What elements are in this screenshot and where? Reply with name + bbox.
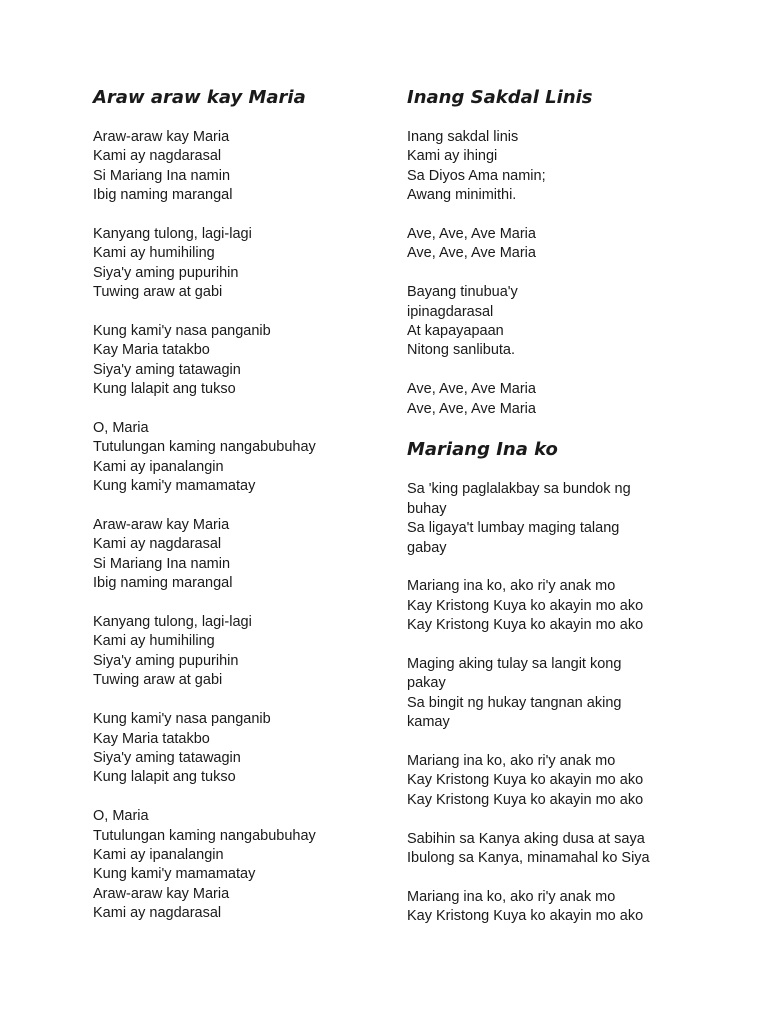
lyric-line: Sa bingit ng hukay tangnan aking [407, 694, 622, 711]
lyric-line: O, Maria [93, 420, 149, 437]
lyric-stanza [93, 516, 383, 594]
lyric-line: Kay Maria tatakbo [93, 730, 210, 747]
lyric-line: Kami ay nagdarasal [93, 148, 222, 165]
lyric-stanza [407, 655, 697, 733]
lyric-stanza [407, 128, 697, 206]
lyric-line: ipinagdarasal [407, 303, 494, 320]
lyric-line: Tutulungan kaming nangabubuhay [93, 439, 316, 456]
right-column [407, 86, 697, 946]
song-title: Mariang Ina ko [407, 439, 558, 461]
lyric-line: Ave, Ave, Ave Maria [407, 381, 536, 398]
lyric-line: Kung kami'y mamamatay [93, 478, 256, 495]
lyric-line: Siya'y aming tatawagin [93, 749, 241, 766]
lyric-stanza [407, 283, 697, 361]
lyric-line: pakay [407, 675, 446, 692]
lyric-stanza [93, 419, 383, 497]
lyric-stanza [93, 710, 383, 788]
lyric-line: Kung kami'y nasa panganib [93, 711, 271, 728]
lyric-line: Tutulungan kaming nangabubuhay [93, 827, 316, 844]
lyric-line: Kay Kristong Kuya ko akayin mo ako [407, 908, 644, 925]
lyric-line: Bayang tinubua'y [407, 284, 518, 301]
lyric-stanza [407, 830, 697, 869]
lyric-stanza [93, 613, 383, 691]
lyric-line: Tuwing araw at gabi [93, 284, 223, 301]
lyric-stanza [407, 225, 697, 264]
lyric-line: Ibig naming marangal [93, 575, 233, 592]
lyric-line: Siya'y aming pupurihin [93, 652, 239, 669]
lyric-line: Kanyang tulong, lagi-lagi [93, 226, 252, 243]
lyric-line: Si Mariang Ina namin [93, 167, 231, 184]
lyric-stanza [407, 888, 697, 927]
lyric-line: Kung lalapit ang tukso [93, 381, 236, 398]
lyric-line: Kung kami'y mamamatay [93, 866, 256, 883]
lyric-line: Nitong sanlibuta. [407, 342, 516, 359]
lyric-line: At kapayapaan [407, 323, 504, 340]
lyric-stanza [93, 322, 383, 400]
lyric-line: Inang sakdal linis [407, 129, 519, 145]
lyric-line: Ave, Ave, Ave Maria [407, 400, 536, 417]
lyric-line: Mariang ina ko, ako ri'y anak mo [407, 753, 616, 770]
lyric-stanza [93, 807, 383, 923]
lyric-line: Ibig naming marangal [93, 187, 233, 204]
lyric-line: Awang minimithi. [407, 187, 517, 204]
lyric-line: Kami ay ipanalangin [93, 846, 224, 863]
lyric-line: gabay [407, 539, 447, 556]
lyric-line: O, Maria [93, 808, 149, 825]
left-column [93, 86, 383, 943]
lyric-line: Kung lalapit ang tukso [93, 769, 236, 786]
lyric-line: Kami ay humihiling [93, 245, 215, 262]
lyric-line: Kami ay ipanalangin [93, 458, 224, 475]
lyric-line: Kami ay humihiling [93, 633, 215, 650]
lyric-line: Si Mariang Ina namin [93, 555, 231, 572]
lyric-line: Kami ay nagdarasal [93, 536, 222, 553]
lyric-line: Kami ay ihingi [407, 148, 498, 165]
lyric-line: Siya'y aming pupurihin [93, 264, 239, 281]
lyric-line: Kay Kristong Kuya ko akayin mo ako [407, 617, 644, 634]
lyric-stanza [93, 225, 383, 303]
lyric-stanza [93, 128, 383, 206]
song-section [407, 86, 697, 419]
song-section [407, 438, 697, 926]
lyric-line: Araw-araw kay Maria [93, 517, 230, 534]
lyric-line: Sabihin sa Kanya aking dusa at saya [407, 830, 645, 847]
lyric-line: Siya'y aming tatawagin [93, 361, 241, 378]
song-title: Araw araw kay Maria [93, 87, 306, 108]
lyric-line: Sa Diyos Ama namin; [407, 167, 546, 184]
lyric-line: Ibulong sa Kanya, minamahal ko Siya [407, 850, 650, 867]
song-title: Inang Sakdal Linis [407, 87, 593, 108]
lyric-line: buhay [407, 500, 447, 517]
lyric-line: Mariang ina ko, ako ri'y anak mo [407, 578, 616, 595]
lyric-line: Sa ligaya't lumbay maging talang [407, 520, 620, 537]
lyric-line: Ave, Ave, Ave Maria [407, 245, 536, 262]
lyric-line: kamay [407, 714, 450, 731]
lyric-line: Maging aking tulay sa langit kong [407, 656, 622, 673]
song-section [93, 86, 383, 924]
lyric-line: Araw-araw kay Maria [93, 885, 230, 902]
lyric-stanza [407, 752, 697, 810]
lyric-line: Kay Kristong Kuya ko akayin mo ako [407, 597, 644, 614]
lyric-line: Kay Maria tatakbo [93, 342, 210, 359]
lyric-line: Kay Kristong Kuya ko akayin mo ako [407, 791, 644, 808]
lyric-stanza [407, 480, 697, 558]
lyric-line: Kay Kristong Kuya ko akayin mo ako [407, 772, 644, 789]
lyric-line: Kami ay nagdarasal [93, 905, 222, 922]
lyric-line: Ave, Ave, Ave Maria [407, 226, 536, 243]
lyric-line: Sa 'king paglalakbay sa bundok ng [407, 481, 631, 498]
lyric-line: Kung kami'y nasa panganib [93, 323, 271, 340]
lyric-line: Tuwing araw at gabi [93, 672, 223, 689]
lyric-stanza [407, 380, 697, 419]
lyric-line: Kanyang tulong, lagi-lagi [93, 614, 252, 631]
lyric-stanza [407, 577, 697, 635]
lyric-line: Araw-araw kay Maria [93, 129, 230, 145]
lyric-line: Mariang ina ko, ako ri'y anak mo [407, 888, 616, 905]
